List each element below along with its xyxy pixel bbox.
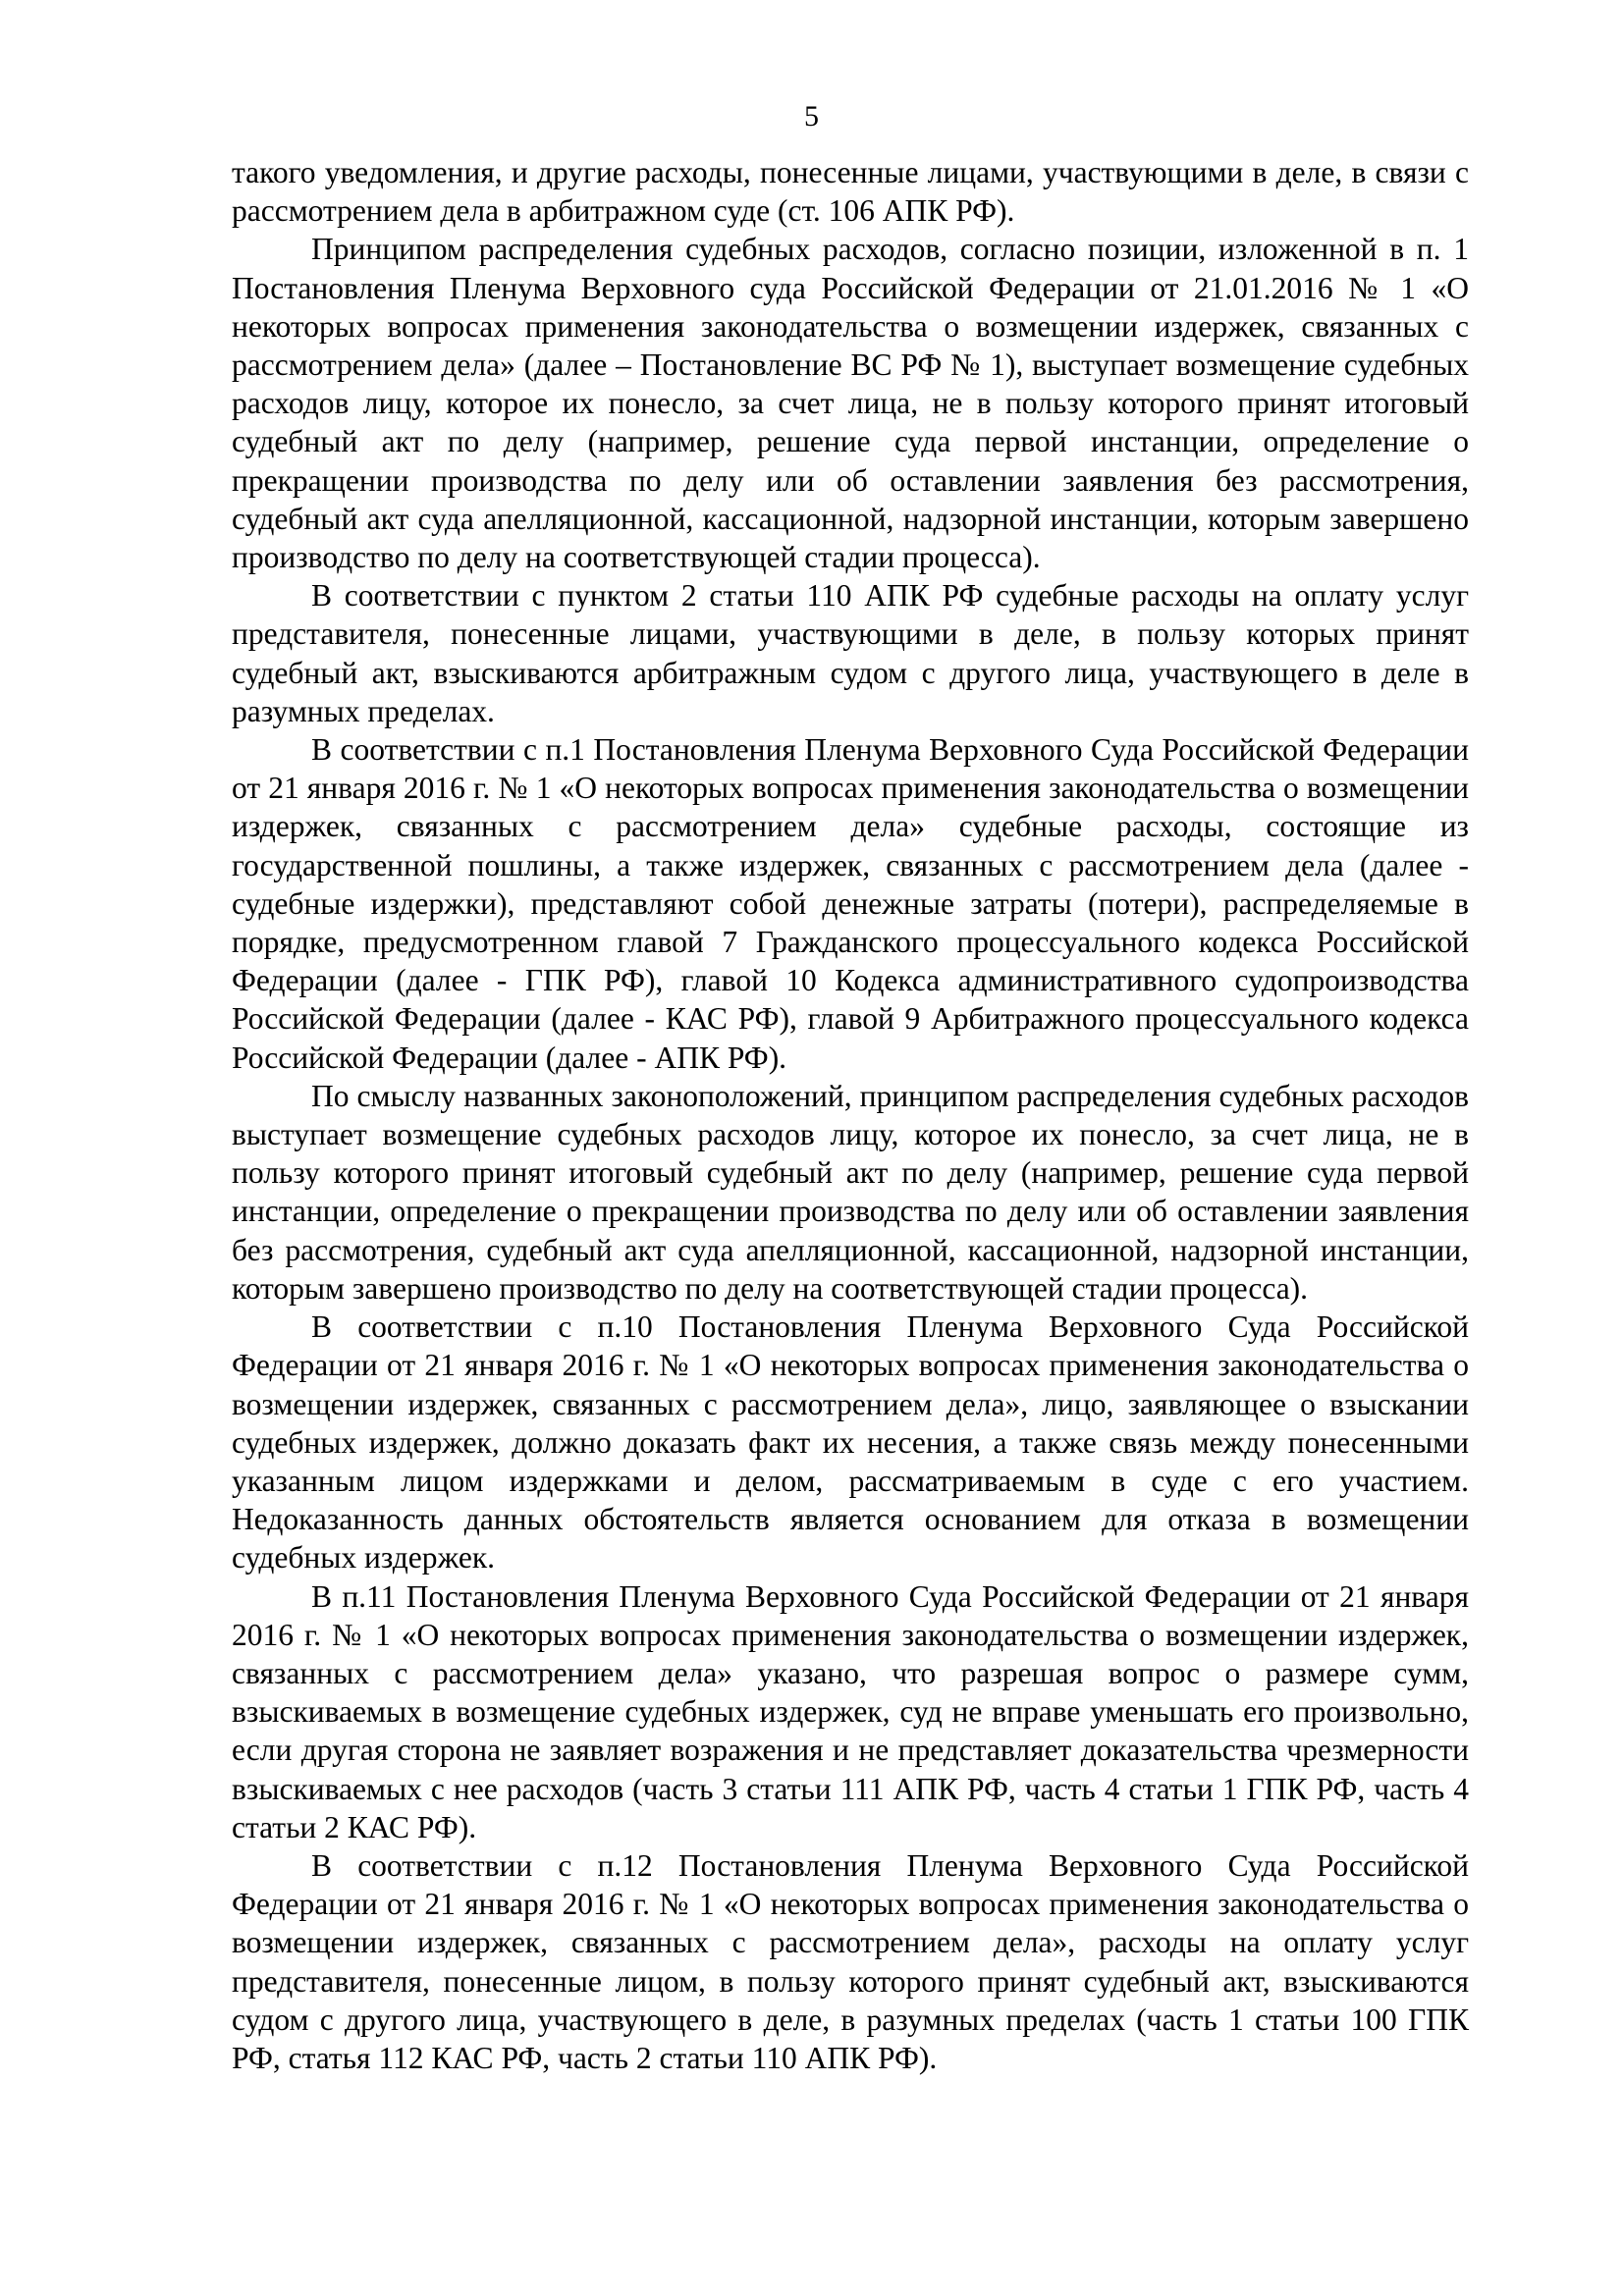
paragraph: Принципом распределения судебных расходов, согласно позиции, изложенной в п. 1 Постановления Пленума Верховного суда Российской Федерации от 21.01.2016 № 1 «О некоторых вопросах применения законодательства о возмещении издержек, связанных с рассмотрением дела» (далее – Постановление ВС РФ № 1), выступает возмещение судебных расходов лицу, которое их понесло, за счет лица, не в пользу которого принят итоговый судебный акт по делу (например, решение суда первой инстанции, определение о прекращении производства по делу или об оставлении заявления без рассмотрения, судебный акт суда апелляционной, кассационной, надзорной инстанции, которым завершено производство по делу на соответствующей стадии процесса). bbox=[232, 232, 1469, 575]
paragraph: В п.11 Постановления Пленума Верховного Суда Российской Федерации от 21 января 2016 г. № 1 «О некоторых вопросах применения законодательства о возмещении издержек, связанных с рассмотрением дела» указано, что разрешая вопрос о размере сумм, взыскиваемых в возмещение судебных издержек, суд не вправе уменьшать его произвольно, если другая сторона не заявляет возражения и не представляет доказательства чрезмерности взыскиваемых с нее расходов (часть 3 статьи 111 АПК РФ, часть 4 статьи 1 ГПК РФ, часть 4 статьи 2 КАС РФ). bbox=[232, 1578, 1469, 1844]
paragraph: В соответствии с п.1 Постановления Пленума Верховного Суда Российской Федерации от 21 января 2016 г. № 1 «О некоторых вопросах применения законодательства о возмещении издержек, связанных с рассмотрением дела» судебные расходы, состоящие из государственной пошлины, а также издержек, связанных с рассмотрением дела (далее - судебные издержки), представляют собой денежные затраты (потери), распределяемые в порядке, предусмотренном главой 7 Гражданского процессуального кодекса Российской Федерации (далее - ГПК РФ), главой 10 Кодекса административного судопроизводства Российской Федерации (далее - КАС РФ), главой 9 Арбитражного процессуального кодекса Российской Федерации (далее - АПК РФ). bbox=[232, 732, 1469, 1075]
paragraph: В соответствии с пунктом 2 статьи 110 АПК РФ судебные расходы на оплату услуг представителя, понесенные лицами, участвующими в деле, в пользу которых принят судебный акт, взыскиваются арбитражным судом с другого лица, участвующего в деле в разумных пределах. bbox=[232, 578, 1469, 728]
paragraph: По смыслу названных законоположений, принципом распределения судебных расходов выступает возмещение судебных расходов лицу, которое их понесло, за счет лица, не в пользу которого принят итоговый судебный акт по делу (например, решение суда первой инстанции, определение о прекращении производства по делу или об оставлении заявления без рассмотрения, судебный акт суда апелляционной, кассационной, надзорной инстанции, которым завершено производство по делу на соответствующей стадии процесса). bbox=[232, 1078, 1469, 1306]
paragraph: В соответствии с п.12 Постановления Пленума Верховного Суда Российской Федерации от 21 января 2016 г. № 1 «О некоторых вопросах применения законодательства о возмещении издержек, связанных с рассмотрением дела», расходы на оплату услуг представителя, понесенные лицом, в пользу которого принят судебный акт, взыскиваются судом с другого лица, участвующего в деле, в разумных пределах (часть 1 статьи 100 ГПК РФ, статья 112 КАС РФ, часть 2 статьи 110 АПК РФ). bbox=[232, 1847, 1469, 2075]
document-body bbox=[232, 153, 1469, 2077]
paragraph-continuation: такого уведомления, и другие расходы, понесенные лицами, участвующими в деле, в связи с рассмотрением дела в арбитражном суде (ст. 106 АПК РФ). bbox=[232, 155, 1469, 229]
page-number: 5 bbox=[804, 100, 819, 133]
paragraph: В соответствии с п.10 Постановления Пленума Верховного Суда Российской Федерации от 21 января 2016 г. № 1 «О некоторых вопросах применения законодательства о возмещении издержек, связанных с рассмотрением дела», лицо, заявляющее о взыскании судебных издержек, должно доказать факт их несения, а также связь между понесенными указанным лицом издержками и делом, рассматриваемым в суде с его участием. Недоказанность данных обстоятельств является основанием для отказа в возмещении судебных издержек. bbox=[232, 1309, 1469, 1575]
